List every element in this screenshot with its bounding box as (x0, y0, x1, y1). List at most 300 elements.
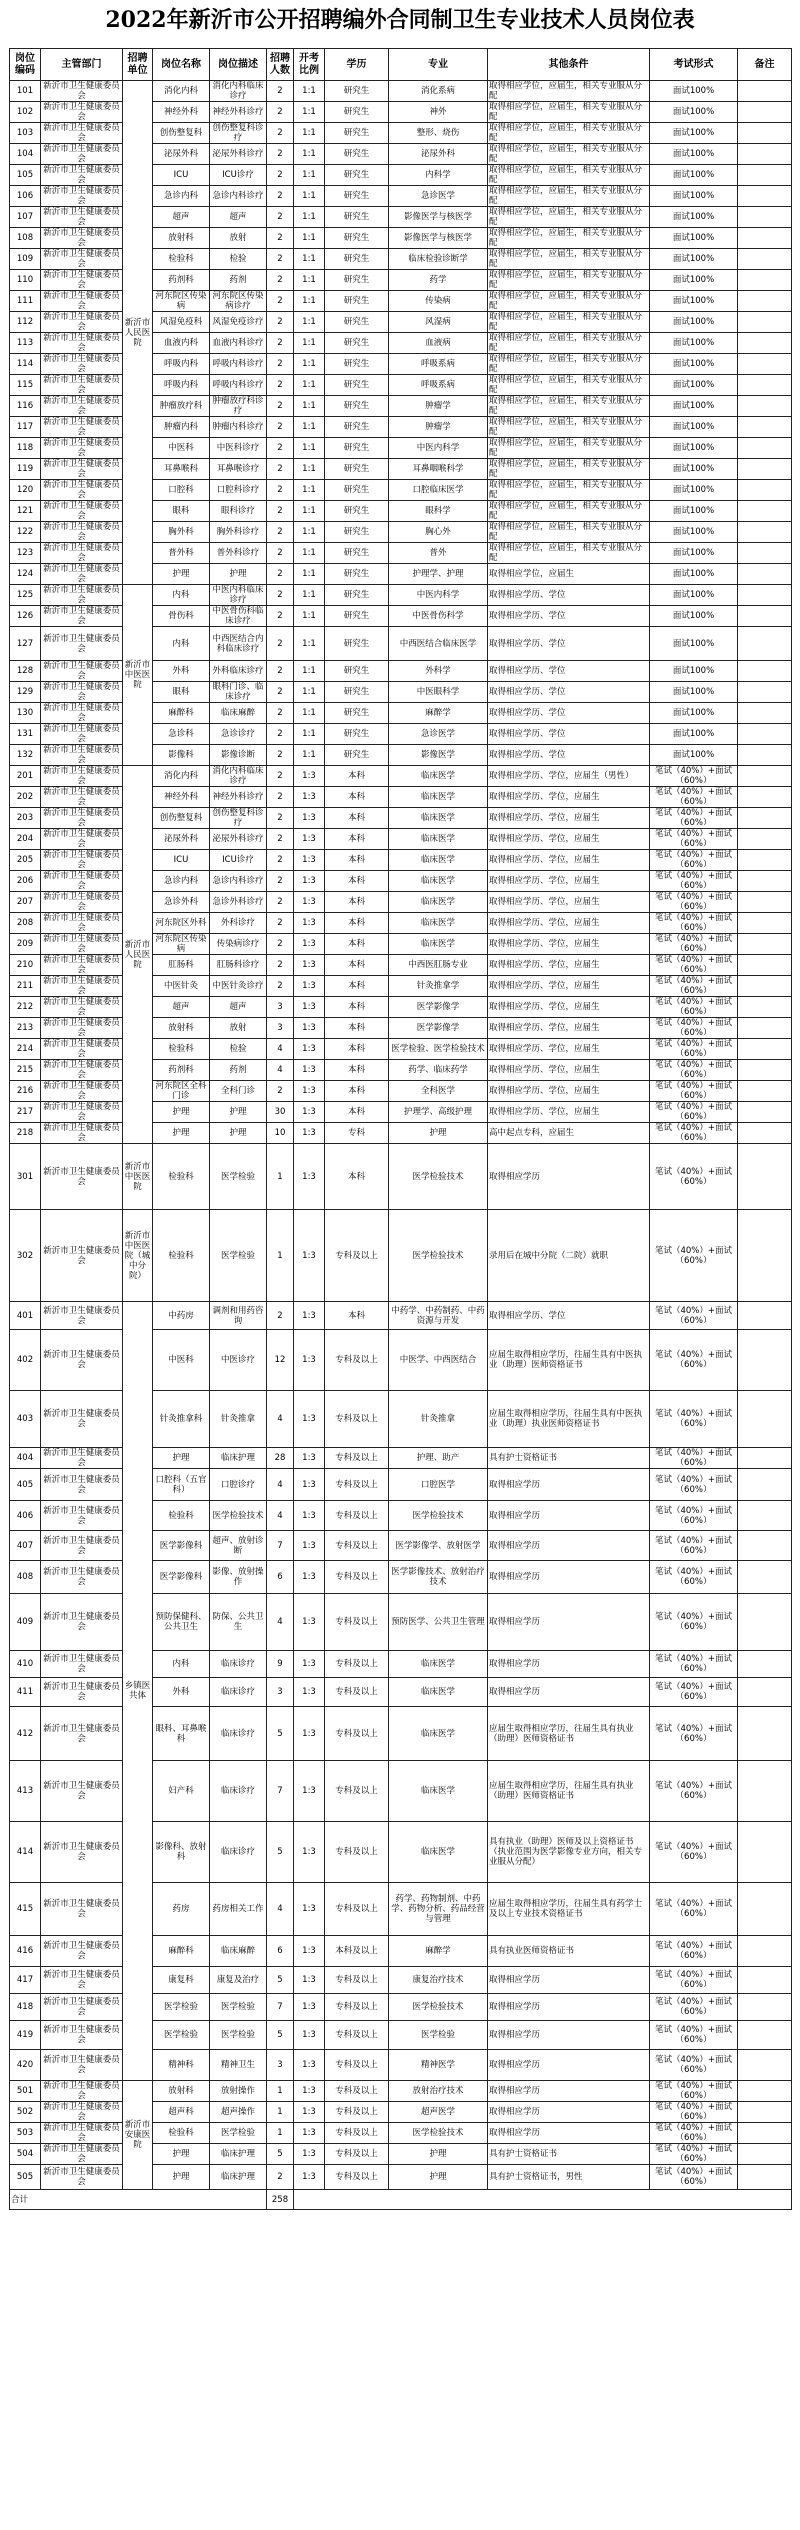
cell-cond: 取得相应学历、学位，应届生 (488, 1081, 650, 1102)
cell-cond: 取得相应学历、学位，应届生 (488, 850, 650, 871)
cell-edu: 专科及以上 (325, 1469, 389, 1501)
cell-major: 临床医学 (389, 1761, 488, 1822)
cell-count: 2 (267, 682, 294, 703)
cell-major: 急诊医学 (389, 724, 488, 745)
cell-desc: 检验 (210, 1039, 267, 1060)
cell-edu: 本科 (325, 934, 389, 955)
cell-major: 胸心外 (389, 522, 488, 543)
cell-code: 115 (10, 375, 41, 396)
cell-code: 202 (10, 787, 41, 808)
cell-edu: 研究生 (325, 724, 389, 745)
cell-major: 传染病 (389, 291, 488, 312)
cell-count: 2 (267, 892, 294, 913)
cell-count: 2 (267, 955, 294, 976)
cell-desc: 临床护理 (210, 1448, 267, 1469)
cell-ratio: 1:1 (294, 627, 325, 661)
cell-post: 中药房 (153, 1302, 210, 1330)
cell-count: 5 (267, 1707, 294, 1761)
cell-note (738, 165, 792, 186)
cell-cond: 取得相应学位，应届生，相关专业服从分配 (488, 228, 650, 249)
cell-post: 肛肠科 (153, 955, 210, 976)
cell-note (738, 354, 792, 375)
cell-dept: 新沂市卫生健康委员会 (41, 1994, 123, 2021)
cell-desc: 肿瘤放疗科诊疗 (210, 396, 267, 417)
cell-post: 检验科 (153, 1039, 210, 1060)
cell-dept: 新沂市卫生健康委员会 (41, 2123, 123, 2144)
cell-edu: 专科及以上 (325, 1678, 389, 1707)
cell-major: 中医学、中西医结合 (389, 1330, 488, 1391)
cell-note (738, 1102, 792, 1123)
cell-cond: 取得相应学位，应届生，相关专业服从分配 (488, 81, 650, 102)
cell-cond: 应届生取得相应学历，往届生具有中医执业（助理）医师资格证书 (488, 1330, 650, 1391)
cell-note (738, 1531, 792, 1561)
cell-major: 医学影像学、放射医学 (389, 1531, 488, 1561)
cell-count: 1 (267, 2123, 294, 2144)
cell-count: 2 (267, 850, 294, 871)
cell-ratio: 1:3 (294, 934, 325, 955)
cell-desc: 急诊内科诊疗 (210, 186, 267, 207)
cell-count: 2 (267, 396, 294, 417)
cell-edu: 研究生 (325, 81, 389, 102)
cell-code: 201 (10, 766, 41, 787)
cell-major: 护理 (389, 1123, 488, 1144)
cell-edu: 研究生 (325, 207, 389, 228)
cell-post: 神经外科 (153, 787, 210, 808)
cell-dept: 新沂市卫生健康委员会 (41, 871, 123, 892)
cell-note (738, 682, 792, 703)
cell-exam: 笔试（40%）+面试（60%） (650, 997, 738, 1018)
cell-note (738, 312, 792, 333)
cell-cond: 取得相应学位，应届生，相关专业服从分配 (488, 102, 650, 123)
cell-cond: 取得相应学位，应届生，相关专业服从分配 (488, 480, 650, 501)
cell-code: 204 (10, 829, 41, 850)
cell-ratio: 1:1 (294, 165, 325, 186)
cell-code: 106 (10, 186, 41, 207)
cell-major: 针灸推拿 (389, 1391, 488, 1448)
cell-major: 临床医学 (389, 829, 488, 850)
cell-major: 药学 (389, 270, 488, 291)
cell-major: 中医内科学 (389, 438, 488, 459)
cell-exam: 笔试（40%）+面试（60%） (650, 934, 738, 955)
cell-cond: 取得相应学历 (488, 1531, 650, 1561)
cell-dept: 新沂市卫生健康委员会 (41, 228, 123, 249)
cell-exam: 面试100% (650, 501, 738, 522)
cell-edu: 专科及以上 (325, 1994, 389, 2021)
cell-ratio: 1:3 (294, 1967, 325, 1994)
cell-ratio: 1:1 (294, 480, 325, 501)
cell-major: 中西医肛肠专业 (389, 955, 488, 976)
cell-note (738, 2050, 792, 2081)
cell-edu: 本科 (325, 1018, 389, 1039)
cell-code: 414 (10, 1822, 41, 1883)
cell-ratio: 1:1 (294, 438, 325, 459)
cell-desc: 中医骨伤科临床诊疗 (210, 606, 267, 627)
cell-ratio: 1:3 (294, 1448, 325, 1469)
cell-dept: 新沂市卫生健康委员会 (41, 312, 123, 333)
cell-post: 普外科 (153, 543, 210, 564)
cell-dept: 新沂市卫生健康委员会 (41, 249, 123, 270)
cell-exam: 笔试（40%）+面试（60%） (650, 2102, 738, 2123)
cell-cond: 取得相应学历、学位，应届生 (488, 955, 650, 976)
cell-post: 外科 (153, 1678, 210, 1707)
cell-desc: 护理 (210, 1123, 267, 1144)
cell-exam: 笔试（40%）+面试（60%） (650, 1936, 738, 1967)
cell-count: 2 (267, 934, 294, 955)
cell-count: 2 (267, 808, 294, 829)
cell-major: 护理、助产 (389, 1448, 488, 1469)
cell-exam: 面试100% (650, 207, 738, 228)
cell-major: 医学检验、医学检验技术 (389, 1039, 488, 1060)
cell-exam: 笔试（40%）+面试（60%） (650, 1501, 738, 1531)
cell-note (738, 1018, 792, 1039)
cell-major: 整形、烧伤 (389, 123, 488, 144)
cell-count: 2 (267, 724, 294, 745)
cell-note (738, 606, 792, 627)
cell-cond: 取得相应学位，应届生，相关专业服从分配 (488, 207, 650, 228)
cell-cond: 取得相应学历、学位 (488, 585, 650, 606)
cell-edu: 专科及以上 (325, 1448, 389, 1469)
cell-code: 207 (10, 892, 41, 913)
cell-ratio: 1:3 (294, 808, 325, 829)
cell-exam: 面试100% (650, 661, 738, 682)
header-edu: 学历 (325, 49, 389, 81)
table-body (10, 81, 792, 2190)
cell-major: 医学检验技术 (389, 1144, 488, 1210)
cell-dept: 新沂市卫生健康委员会 (41, 976, 123, 997)
cell-desc: 神经外科诊疗 (210, 102, 267, 123)
cell-note (738, 934, 792, 955)
cell-cond: 取得相应学历、学位，应届生 (488, 787, 650, 808)
cell-edu: 本科 (325, 913, 389, 934)
cell-post: 检验科 (153, 2123, 210, 2144)
cell-exam: 面试100% (650, 745, 738, 766)
cell-code: 210 (10, 955, 41, 976)
cell-unit: 新沂市人民医院 (123, 81, 153, 585)
cell-note (738, 1594, 792, 1651)
cell-unit: 乡镇医共体 (123, 1302, 153, 2081)
cell-note (738, 459, 792, 480)
cell-post: 医学影像科 (153, 1531, 210, 1561)
cell-note (738, 228, 792, 249)
cell-edu: 研究生 (325, 291, 389, 312)
cell-ratio: 1:3 (294, 1994, 325, 2021)
cell-desc: 超声、放射诊断 (210, 1531, 267, 1561)
cell-post: 预防保健科、公共卫生 (153, 1594, 210, 1651)
table-row (10, 1144, 792, 1210)
cell-code: 125 (10, 585, 41, 606)
cell-ratio: 1:3 (294, 1302, 325, 1330)
cell-dept: 新沂市卫生健康委员会 (41, 522, 123, 543)
cell-major: 中医骨伤科学 (389, 606, 488, 627)
cell-exam: 面试100% (650, 459, 738, 480)
cell-edu: 专科及以上 (325, 2165, 389, 2190)
cell-code: 105 (10, 165, 41, 186)
cell-note (738, 2144, 792, 2165)
cell-post: 检验科 (153, 1501, 210, 1531)
cell-count: 2 (267, 627, 294, 661)
cell-note (738, 2102, 792, 2123)
cell-post: 药房 (153, 1883, 210, 1936)
cell-edu: 研究生 (325, 249, 389, 270)
cell-desc: 防保、公共卫生 (210, 1594, 267, 1651)
cell-major: 护理 (389, 2144, 488, 2165)
cell-post: 呼吸内科 (153, 354, 210, 375)
cell-desc: 放射操作 (210, 2081, 267, 2102)
cell-dept: 新沂市卫生健康委员会 (41, 501, 123, 522)
cell-note (738, 829, 792, 850)
cell-ratio: 1:3 (294, 1531, 325, 1561)
cell-exam: 笔试（40%）+面试（60%） (650, 1531, 738, 1561)
cell-post: 中医科 (153, 438, 210, 459)
cell-ratio: 1:1 (294, 682, 325, 703)
cell-code: 217 (10, 1102, 41, 1123)
cell-cond: 取得相应学历 (488, 2021, 650, 2050)
cell-code: 119 (10, 459, 41, 480)
cell-major: 全科医学 (389, 1081, 488, 1102)
cell-ratio: 1:1 (294, 291, 325, 312)
cell-cond: 取得相应学历、学位，应届生 (488, 934, 650, 955)
cell-dept: 新沂市卫生健康委员会 (41, 913, 123, 934)
cell-code: 502 (10, 2102, 41, 2123)
cell-edu: 专科及以上 (325, 1967, 389, 1994)
cell-code: 501 (10, 2081, 41, 2102)
cell-count: 2 (267, 522, 294, 543)
cell-edu: 专科及以上 (325, 2123, 389, 2144)
cell-unit: 新沂市中医医院 (123, 585, 153, 766)
cell-dept: 新沂市卫生健康委员会 (41, 1531, 123, 1561)
cell-exam: 笔试（40%）+面试（60%） (650, 1391, 738, 1448)
cell-post: ICU (153, 165, 210, 186)
cell-count: 7 (267, 1994, 294, 2021)
table-row (10, 2081, 792, 2102)
cell-cond: 应届生取得相应学历，往届生具有药学士及以上专业技术资格证书 (488, 1883, 650, 1936)
cell-code: 203 (10, 808, 41, 829)
cell-note (738, 333, 792, 354)
cell-edu: 研究生 (325, 606, 389, 627)
cell-dept: 新沂市卫生健康委员会 (41, 396, 123, 417)
cell-major: 临床医学 (389, 1678, 488, 1707)
cell-edu: 本科 (325, 1081, 389, 1102)
cell-count: 1 (267, 2081, 294, 2102)
cell-major: 医学影像学 (389, 997, 488, 1018)
cell-dept: 新沂市卫生健康委员会 (41, 829, 123, 850)
cell-code: 410 (10, 1651, 41, 1678)
cell-major: 药学、药物制剂、中药学、药物分析、药品经营与管理 (389, 1883, 488, 1936)
cell-code: 418 (10, 1994, 41, 2021)
cell-note (738, 1302, 792, 1330)
cell-major: 医学检验 (389, 2021, 488, 2050)
cell-cond: 取得相应学位，应届生，相关专业服从分配 (488, 543, 650, 564)
cell-dept: 新沂市卫生健康委员会 (41, 1936, 123, 1967)
total-value: 258 (267, 2190, 294, 2210)
cell-count: 2 (267, 480, 294, 501)
cell-ratio: 1:3 (294, 1018, 325, 1039)
cell-dept: 新沂市卫生健康委员会 (41, 102, 123, 123)
cell-exam: 笔试（40%）+面试（60%） (650, 2144, 738, 2165)
cell-cond: 取得相应学历 (488, 2050, 650, 2081)
cell-exam: 笔试（40%）+面试（60%） (650, 808, 738, 829)
cell-post: 呼吸内科 (153, 375, 210, 396)
cell-desc: 临床诊疗 (210, 1707, 267, 1761)
cell-cond: 取得相应学位，应届生，相关专业服从分配 (488, 249, 650, 270)
cell-count: 5 (267, 1822, 294, 1883)
cell-dept: 新沂市卫生健康委员会 (41, 1967, 123, 1994)
cell-major: 临床检验诊断学 (389, 249, 488, 270)
cell-exam: 面试100% (650, 81, 738, 102)
cell-exam: 面试100% (650, 165, 738, 186)
cell-post: 药剂科 (153, 1060, 210, 1081)
cell-dept: 新沂市卫生健康委员会 (41, 1018, 123, 1039)
cell-desc: 普外科诊疗 (210, 543, 267, 564)
cell-count: 28 (267, 1448, 294, 1469)
cell-edu: 本科 (325, 955, 389, 976)
cell-code: 409 (10, 1594, 41, 1651)
cell-ratio: 1:1 (294, 354, 325, 375)
cell-count: 9 (267, 1651, 294, 1678)
cell-major: 临床医学 (389, 1822, 488, 1883)
cell-note (738, 745, 792, 766)
header-unit: 招聘单位 (123, 49, 153, 81)
cell-desc: 中医针灸诊疗 (210, 976, 267, 997)
page-title: 2022年新沂市公开招聘编外合同制卫生专业技术人员岗位表 (105, 7, 695, 33)
cell-dept: 新沂市卫生健康委员会 (41, 627, 123, 661)
cell-ratio: 1:3 (294, 2165, 325, 2190)
cell-count: 5 (267, 2144, 294, 2165)
cell-ratio: 1:1 (294, 144, 325, 165)
cell-major: 口腔临床医学 (389, 480, 488, 501)
cell-note (738, 913, 792, 934)
cell-cond: 取得相应学历 (488, 2081, 650, 2102)
cell-cond: 取得相应学位，应届生，相关专业服从分配 (488, 270, 650, 291)
cell-note (738, 102, 792, 123)
cell-dept: 新沂市卫生健康委员会 (41, 1144, 123, 1210)
cell-major: 中西医结合临床医学 (389, 627, 488, 661)
cell-major: 医学检验技术 (389, 2123, 488, 2144)
cell-post: 外科 (153, 661, 210, 682)
cell-count: 2 (267, 249, 294, 270)
cell-count: 5 (267, 2021, 294, 2050)
cell-edu: 研究生 (325, 228, 389, 249)
cell-ratio: 1:3 (294, 2144, 325, 2165)
cell-edu: 专科及以上 (325, 1822, 389, 1883)
cell-post: 泌尿外科 (153, 144, 210, 165)
cell-exam: 笔试（40%）+面试（60%） (650, 1330, 738, 1391)
cell-post: 影像科、放射科 (153, 1822, 210, 1883)
cell-count: 2 (267, 81, 294, 102)
cell-cond: 取得相应学历、学位 (488, 745, 650, 766)
cell-edu: 专科及以上 (325, 1594, 389, 1651)
cell-count: 2 (267, 459, 294, 480)
cell-edu: 研究生 (325, 564, 389, 585)
cell-ratio: 1:1 (294, 396, 325, 417)
cell-ratio: 1:3 (294, 1883, 325, 1936)
cell-count: 6 (267, 1561, 294, 1594)
cell-code: 406 (10, 1501, 41, 1531)
cell-dept: 新沂市卫生健康委员会 (41, 459, 123, 480)
cell-count: 2 (267, 102, 294, 123)
cell-edu: 研究生 (325, 459, 389, 480)
cell-code: 111 (10, 291, 41, 312)
cell-cond: 取得相应学历 (488, 1967, 650, 1994)
cell-major: 神外 (389, 102, 488, 123)
cell-cond: 取得相应学历、学位 (488, 703, 650, 724)
cell-ratio: 1:3 (294, 1039, 325, 1060)
cell-cond: 取得相应学历、学位，应届生 (488, 1018, 650, 1039)
cell-dept: 新沂市卫生健康委员会 (41, 1391, 123, 1448)
cell-dept: 新沂市卫生健康委员会 (41, 1448, 123, 1469)
cell-note (738, 1967, 792, 1994)
cell-ratio: 1:3 (294, 1102, 325, 1123)
cell-exam: 笔试（40%）+面试（60%） (650, 1102, 738, 1123)
cell-note (738, 1448, 792, 1469)
cell-desc: 超声操作 (210, 2102, 267, 2123)
cell-ratio: 1:3 (294, 2021, 325, 2050)
cell-dept: 新沂市卫生健康委员会 (41, 438, 123, 459)
table-row (10, 81, 792, 102)
cell-dept: 新沂市卫生健康委员会 (41, 2102, 123, 2123)
cell-cond: 具有执业（助理）医师及以上资格证书（执业范围为医学影像专业方向，相关专业服从分配） (488, 1822, 650, 1883)
table-row (10, 585, 792, 606)
cell-note (738, 955, 792, 976)
cell-dept: 新沂市卫生健康委员会 (41, 270, 123, 291)
cell-desc: 口腔诊疗 (210, 1469, 267, 1501)
cell-desc: 口腔科诊疗 (210, 480, 267, 501)
cell-exam: 面试100% (650, 682, 738, 703)
cell-exam: 笔试（40%）+面试（60%） (650, 2165, 738, 2190)
cell-code: 209 (10, 934, 41, 955)
cell-cond: 取得相应学历 (488, 1501, 650, 1531)
cell-edu: 本科 (325, 871, 389, 892)
cell-cond: 取得相应学历 (488, 1651, 650, 1678)
cell-edu: 研究生 (325, 438, 389, 459)
cell-desc: 放射 (210, 228, 267, 249)
cell-cond: 应届生取得相应学历，往届生具有中医执业（助理）执业医师资格证书 (488, 1391, 650, 1448)
cell-count: 2 (267, 1302, 294, 1330)
cell-edu: 专科及以上 (325, 1210, 389, 1302)
cell-major: 风湿病 (389, 312, 488, 333)
cell-code: 505 (10, 2165, 41, 2190)
cell-edu: 专科及以上 (325, 1531, 389, 1561)
cell-dept: 新沂市卫生健康委员会 (41, 1883, 123, 1936)
cell-cond: 取得相应学位，应届生，相关专业服从分配 (488, 123, 650, 144)
cell-post: 胸外科 (153, 522, 210, 543)
cell-desc: 超声 (210, 997, 267, 1018)
cell-dept: 新沂市卫生健康委员会 (41, 997, 123, 1018)
cell-desc: ICU诊疗 (210, 165, 267, 186)
cell-code: 420 (10, 2050, 41, 2081)
cell-note (738, 480, 792, 501)
cell-ratio: 1:3 (294, 1144, 325, 1210)
cell-post: 麻醉科 (153, 703, 210, 724)
cell-exam: 面试100% (650, 102, 738, 123)
header-row (10, 49, 792, 81)
cell-cond: 取得相应学历 (488, 2102, 650, 2123)
cell-code: 117 (10, 417, 41, 438)
cell-dept: 新沂市卫生健康委员会 (41, 2081, 123, 2102)
header-note: 备注 (738, 49, 792, 81)
cell-desc: 中西医结合内科临床诊疗 (210, 627, 267, 661)
cell-dept: 新沂市卫生健康委员会 (41, 186, 123, 207)
cell-edu: 本科 (325, 1302, 389, 1330)
cell-desc: 药剂 (210, 1060, 267, 1081)
cell-code: 215 (10, 1060, 41, 1081)
cell-edu: 专科及以上 (325, 1883, 389, 1936)
cell-post: 麻醉科 (153, 1936, 210, 1967)
cell-post: 神经外科 (153, 102, 210, 123)
cell-cond: 取得相应学位，应届生，相关专业服从分配 (488, 144, 650, 165)
cell-post: 中医针灸 (153, 976, 210, 997)
cell-code: 114 (10, 354, 41, 375)
